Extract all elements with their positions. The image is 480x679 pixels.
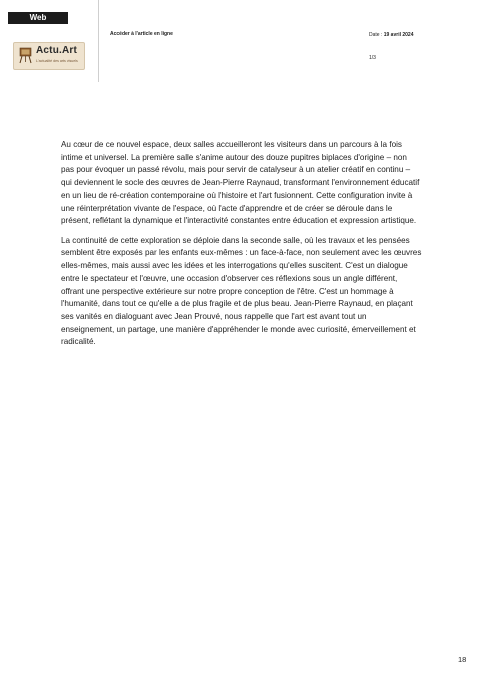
article-link[interactable]: Accéder à l'article en ligne — [110, 31, 173, 37]
source-type-badge: Web — [8, 12, 68, 24]
page-number: 18 — [458, 655, 467, 664]
logo-tagline: L'actualité des arts visuels — [36, 59, 78, 63]
header-divider — [98, 0, 99, 82]
logo-title: Actu.Art — [36, 45, 78, 56]
page-count: 1/3 — [369, 55, 376, 61]
actu-art-logo — [13, 42, 85, 70]
article-date — [369, 32, 413, 38]
date-value: 19 avril 2024 — [383, 32, 414, 38]
article-paragraph: La continuité de cette exploration se déploie dans la seconde salle, où les travaux et les pensées semblent être exposés par les enfants eux-mêmes : un face-à-face, non seulement avec les œuvres elles-mêmes, mais aussi avec les idées et les interrogations qu'elles suscitent. C'est un dialogue entre le spectateur et l'œuvre, une occasion d'observer ces réflexions sous un angle différent, offrant une perspective extérieure sur notre propre conception de l'être. C'est un hommage à l'humanité, dans tout ce qu'elle a de plus fragile et de plus beau. Jean-Pierre Raynaud, en plaçant ses vanités en dialoguant avec Jean Prouvé, nous rappelle que l'art est avant tout un enseignement, un partage, une manière d'appréhender le monde avec curiosité, émerveillement et radicalité. — [61, 235, 422, 347]
article-body — [61, 139, 422, 356]
article-paragraph: Au cœur de ce nouvel espace, deux salles accueilleront les visiteurs dans un parcours à la fois intime et universel. La première salle s'anime autour des douze pupitres biplaces d'origine – non pas pour évoquer un passé révolu, mais pour servir de catalyseur à un atelier créatif en continu – qui deviennent le socle des œuvres de Jean-Pierre Raynaud, transformant l'environnement éducatif en un lieu de ré-création contemporaine où l'histoire et l'art fusionnent. Cette configuration invite à une réinterprétation vivante de l'espace, où l'acte d'apprendre et de créer se déroule dans le présent, reflétant la dynamique et l'interactivité constantes entre éducation et expression artistique. — [61, 140, 420, 226]
page-header — [0, 0, 480, 88]
easel-icon — [17, 46, 34, 64]
date-label: Date : — [369, 32, 384, 38]
